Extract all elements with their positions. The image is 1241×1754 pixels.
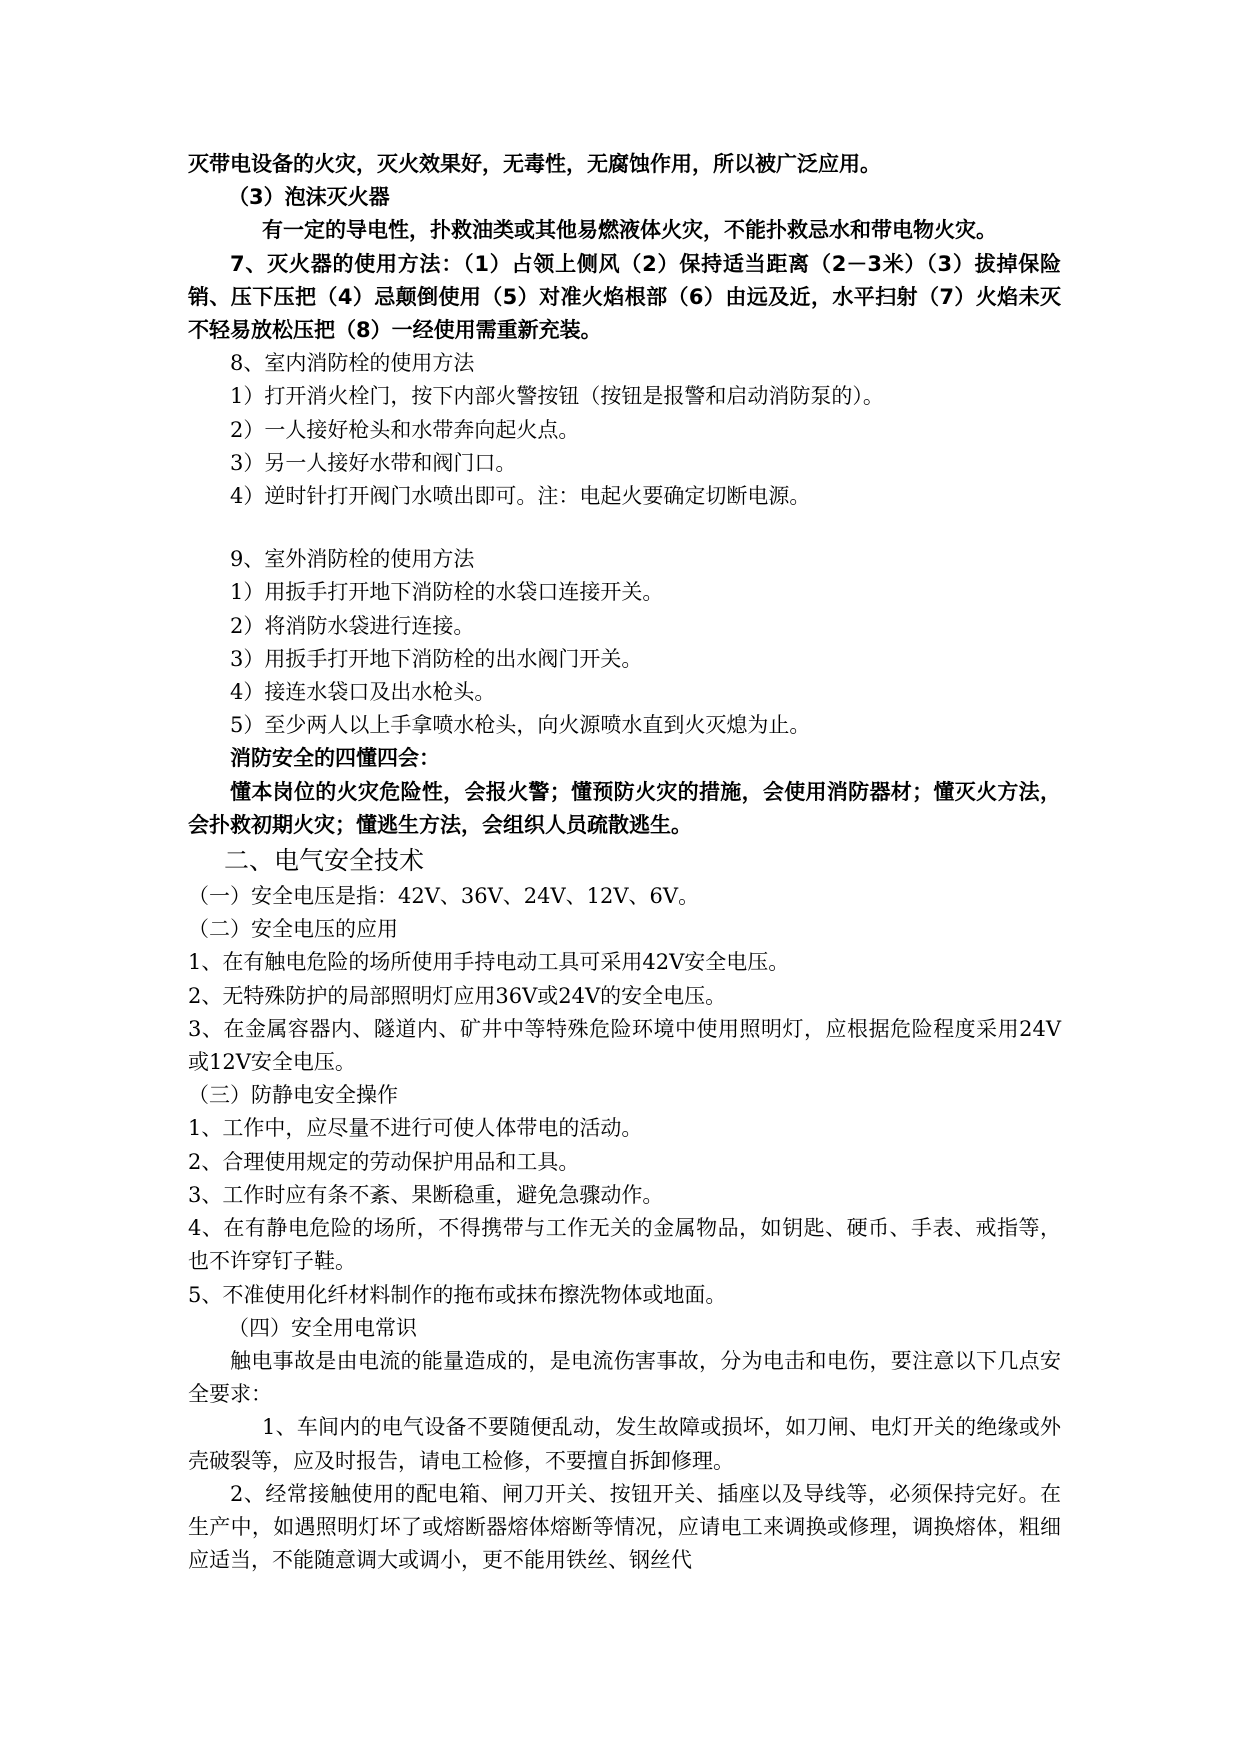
- indoor-hydrant-title: 8、室内消防栓的使用方法: [230, 351, 475, 376]
- outdoor-step: 5）至少两人以上手拿喷水枪头，向火源喷水直到火灭熄为止。: [230, 713, 811, 738]
- co2-continuation: 灭带电设备的火灾，灭火效果好，无毒性，无腐蚀作用，所以被广泛应用。: [188, 152, 881, 176]
- anti-static-item: 3、工作时应有条不紊、果断稳重，避免急骤动作。: [188, 1182, 664, 1207]
- indoor-step: 3）另一人接好水带和阀门口。: [230, 450, 517, 475]
- anti-static-item: 4、在有静电危险的场所，不得携带与工作无关的金属物品，如钥匙、硬币、手表、戒指等，也不许穿钉子鞋。: [188, 1216, 1061, 1274]
- four-know-text: 懂本岗位的火灾危险性，会报火警；懂预防火灾的措施，会使用消防器材；懂灭火方法，会扑救初期火灾；懂逃生方法，会组织人员疏散逃生。: [188, 779, 1061, 837]
- four-know-title: 消防安全的四懂四会：: [230, 746, 440, 771]
- safe-voltage-definition: （一）安全电压是指：42V、36V、24V、12V、6V。: [188, 884, 700, 909]
- electric-common-sense-title: （四）安全用电常识: [228, 1315, 417, 1340]
- outdoor-step: 1）用扳手打开地下消防栓的水袋口连接开关。: [230, 580, 664, 605]
- section-title-electrical: 二、电气安全技术: [224, 846, 425, 876]
- indoor-step: 1）打开消火栓门，按下内部火警按钮（按钮是报警和启动消防泵的）。: [230, 384, 884, 409]
- blank-line: [188, 513, 1061, 543]
- foam-extinguisher-text: 有一定的导电性，扑救油类或其他易燃液体火灾，不能扑救忌水和带电物火灾。: [262, 218, 997, 243]
- electric-common-sense-item: 1、车间内的电气设备不要随便乱动，发生故障或损坏，如刀闸、电灯开关的绝缘或外壳破裂等，应及时报告，请电工检修，不要擅自拆卸修理。: [188, 1415, 1061, 1473]
- indoor-step: 2）一人接好枪头和水带奔向起火点。: [230, 417, 580, 442]
- anti-static-title: （三）防静电安全操作: [188, 1083, 398, 1108]
- outdoor-step: 3）用扳手打开地下消防栓的出水阀门开关。: [230, 646, 643, 671]
- voltage-application-item: 2、无特殊防护的局部照明灯应用36V或24V的安全电压。: [188, 983, 727, 1008]
- outdoor-hydrant-title: 9、室外消防栓的使用方法: [230, 547, 475, 572]
- outdoor-step: 2）将消防水袋进行连接。: [230, 613, 475, 638]
- electric-common-sense-item: 2、经常接触使用的配电箱、闸刀开关、按钮开关、插座以及导线等，必须保持完好。在生产中，如遇照明灯坏了或熔断器熔体熔断等情况，应请电工来调换或修理，调换熔体，粗细应适当，不能随意调大或调小，更不能用铁丝、钢丝代: [188, 1481, 1061, 1573]
- extinguisher-usage: 7、灭火器的使用方法：（1）占领上侧风（2）保持适当距离（2－3米）（3）拔掉保险销、压下压把（4）忌颠倒使用（5）对准火焰根部（6）由远及近，水平扫射（7）火焰未灭不轻易放松压把（8）一经使用需重新充装。: [188, 251, 1061, 343]
- anti-static-item: 5、不准使用化纤材料制作的拖布或抹布擦洗物体或地面。: [188, 1282, 727, 1307]
- anti-static-item: 2、合理使用规定的劳动保护用品和工具。: [188, 1149, 580, 1174]
- outdoor-step: 4）接连水袋口及出水枪头。: [230, 680, 496, 705]
- indoor-step: 4）逆时针打开阀门水喷出即可。注：电起火要确定切断电源。: [230, 484, 811, 509]
- voltage-application-item: 1、在有触电危险的场所使用手持电动工具可采用42V安全电压。: [188, 950, 790, 975]
- anti-static-item: 1、工作中，应尽量不进行可使人体带电的活动。: [188, 1116, 643, 1141]
- safe-voltage-application-title: （二）安全电压的应用: [188, 917, 398, 942]
- foam-extinguisher-title: （3）泡沫灭火器: [228, 185, 390, 210]
- electric-common-sense-intro: 触电事故是由电流的能量造成的，是电流伤害事故，分为电击和电伤，要注意以下几点安全要求：: [188, 1348, 1061, 1407]
- voltage-application-item: 3、在金属容器内、隧道内、矿井中等特殊危险环境中使用照明灯，应根据危险程度采用24V或12V安全电压。: [188, 1016, 1061, 1075]
